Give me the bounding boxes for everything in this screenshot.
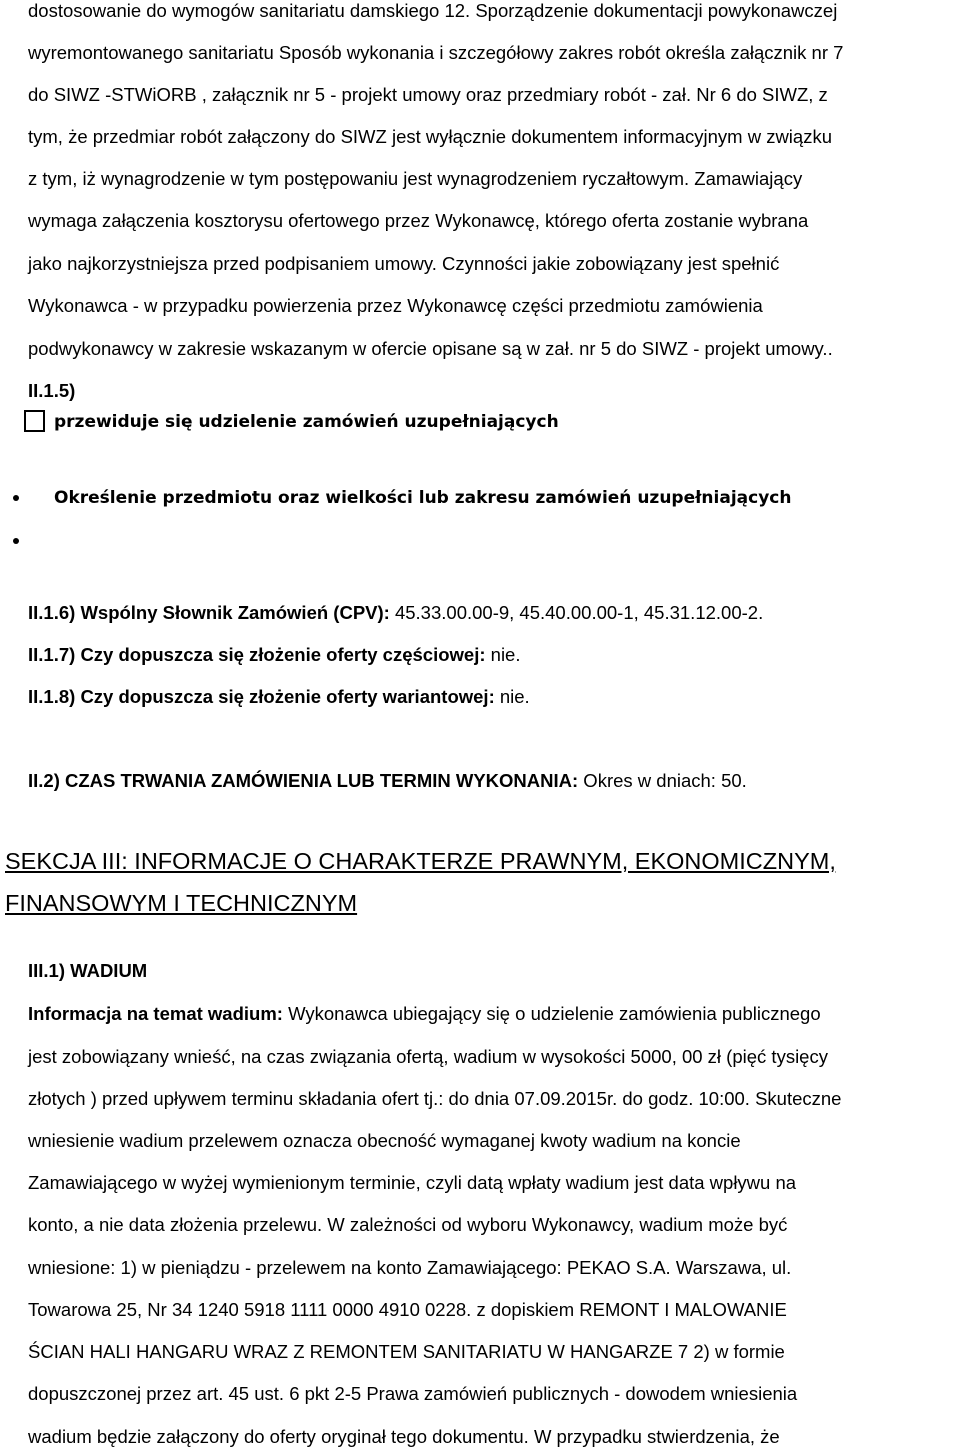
wadium-info-label: Informacja na temat wadium: [28,1003,283,1024]
paragraph-line: do SIWZ -STWiORB , załącznik nr 5 - projekt umowy oraz przedmiary robót - zał. Nr 6 do SIWZ, z [28,84,828,105]
wadium-line: dopuszczonej przez art. 45 ust. 6 pkt 2-5 Prawa zamówień publicznych - dowodem wniesienia [28,1383,798,1404]
partial-offer-line [28,643,520,667]
partial-offer-label: II.1.7) Czy dopuszcza się złożenie oferty częściowej: [28,644,486,665]
paragraph-line: z tym, iż wynagrodzenie w tym postępowaniu jest wynagrodzeniem ryczałtowym. Zamawiający [28,168,803,189]
paragraph-line: wymaga załączenia kosztorysu ofertowego przez Wykonawcę, którego oferta zostanie wybrana [28,210,809,231]
cpv-line [28,601,763,625]
paragraph-line: dostosowanie do wymogów sanitariatu damskiego 12. Sporządzenie dokumentacji powykonawczej [28,0,838,21]
variant-offer-value: nie. [494,686,530,707]
wadium-line: Zamawiającego w wyżej wymienionym terminie, czyli datą wpłaty wadium jest data wpływu na [28,1172,797,1193]
section-heading-ii15: II.1.5) [28,380,76,401]
duration-label: II.2) CZAS TRWANIA ZAMÓWIENIA LUB TERMIN WYKONANIA: [28,770,579,791]
cpv-label: II.1.6) Wspólny Słownik Zamówień (CPV): [28,602,390,623]
section-title: FINANSOWYM I TECHNICZNYM [5,890,358,916]
wadium-line: konto, a nie data złożenia przelewu. W zależności od wyboru Wykonawcy, wadium może być [28,1214,788,1235]
wadium-line: jest zobowiązany wnieść, na czas związania ofertą, wadium w wysokości 5000, 00 zł (pięć tysięcy [28,1046,828,1067]
bullet-item: Określenie przedmiotu oraz wielkości lub zakresu zamówień uzupełniających [54,488,792,508]
paragraph-line: Wykonawca - w przypadku powierzenia przez Wykonawcę części przedmiotu zamówienia [28,295,763,316]
wadium-heading: III.1) WADIUM [28,960,148,981]
wadium-info-line [28,1002,821,1026]
wadium-line: wadium będzie załączony do oferty oryginał tego dokumentu. W przypadku stwierdzenia, że [28,1426,780,1447]
variant-offer-line [28,685,530,709]
wadium-line: ŚCIAN HALI HANGARU WRAZ Z REMONTEM SANITARIATU W HANGARZE 7 2) w formie [28,1341,785,1362]
variant-offer-label: II.1.8) Czy dopuszcza się złożenie oferty wariantowej: [28,686,495,707]
paragraph-line: wyremontowanego sanitariatu Sposób wykonania i szczegółowy zakres robót określa załącznik nr 7 [28,42,844,63]
duration-value: Okres w dniach: 50. [578,770,747,791]
paragraph-line: jako najkorzystniejsza przed podpisaniem umowy. Czynności jakie zobowiązany jest spełnić [28,253,780,274]
bullet-icon [13,495,19,501]
paragraph-line: tym, że przedmiar robót załączony do SIWZ jest wyłącznie dokumentem informacyjnym w związku [28,126,832,147]
wadium-line: wniesienie wadium przelewem oznacza obecność wymaganej kwoty wadium na koncie [28,1130,741,1151]
wadium-info-text: Wykonawca ubiegający się o udzielenie zamówienia publicznego [282,1003,821,1024]
bullet-icon [13,538,19,544]
section-title: SEKCJA III: INFORMACJE O CHARAKTERZE PRAWNYM, EKONOMICZNYM, [5,848,836,874]
checkbox-label: przewiduje się udzielenie zamówień uzupełniających [54,412,559,432]
partial-offer-value: nie. [485,644,521,665]
wadium-line: wniesione: 1) w pieniądzu - przelewem na konto Zamawiającego: PEKAO S.A. Warszawa, ul. [28,1257,792,1278]
wadium-line: Towarowa 25, Nr 34 1240 5918 1111 0000 4910 0228. z dopiskiem REMONT I MALOWANIE [28,1299,787,1320]
checkbox-icon[interactable] [24,410,45,432]
wadium-line: złotych ) przed upływem terminu składania ofert tj.: do dnia 07.09.2015r. do godz. 10:00. Skuteczne [28,1088,842,1109]
cpv-value: 45.33.00.00-9, 45.40.00.00-1, 45.31.12.00-2. [389,602,764,623]
duration-line [28,769,747,793]
paragraph-line: podwykonawcy w zakresie wskazanym w ofercie opisane są w zał. nr 5 do SIWZ - projekt umowy.. [28,338,833,359]
